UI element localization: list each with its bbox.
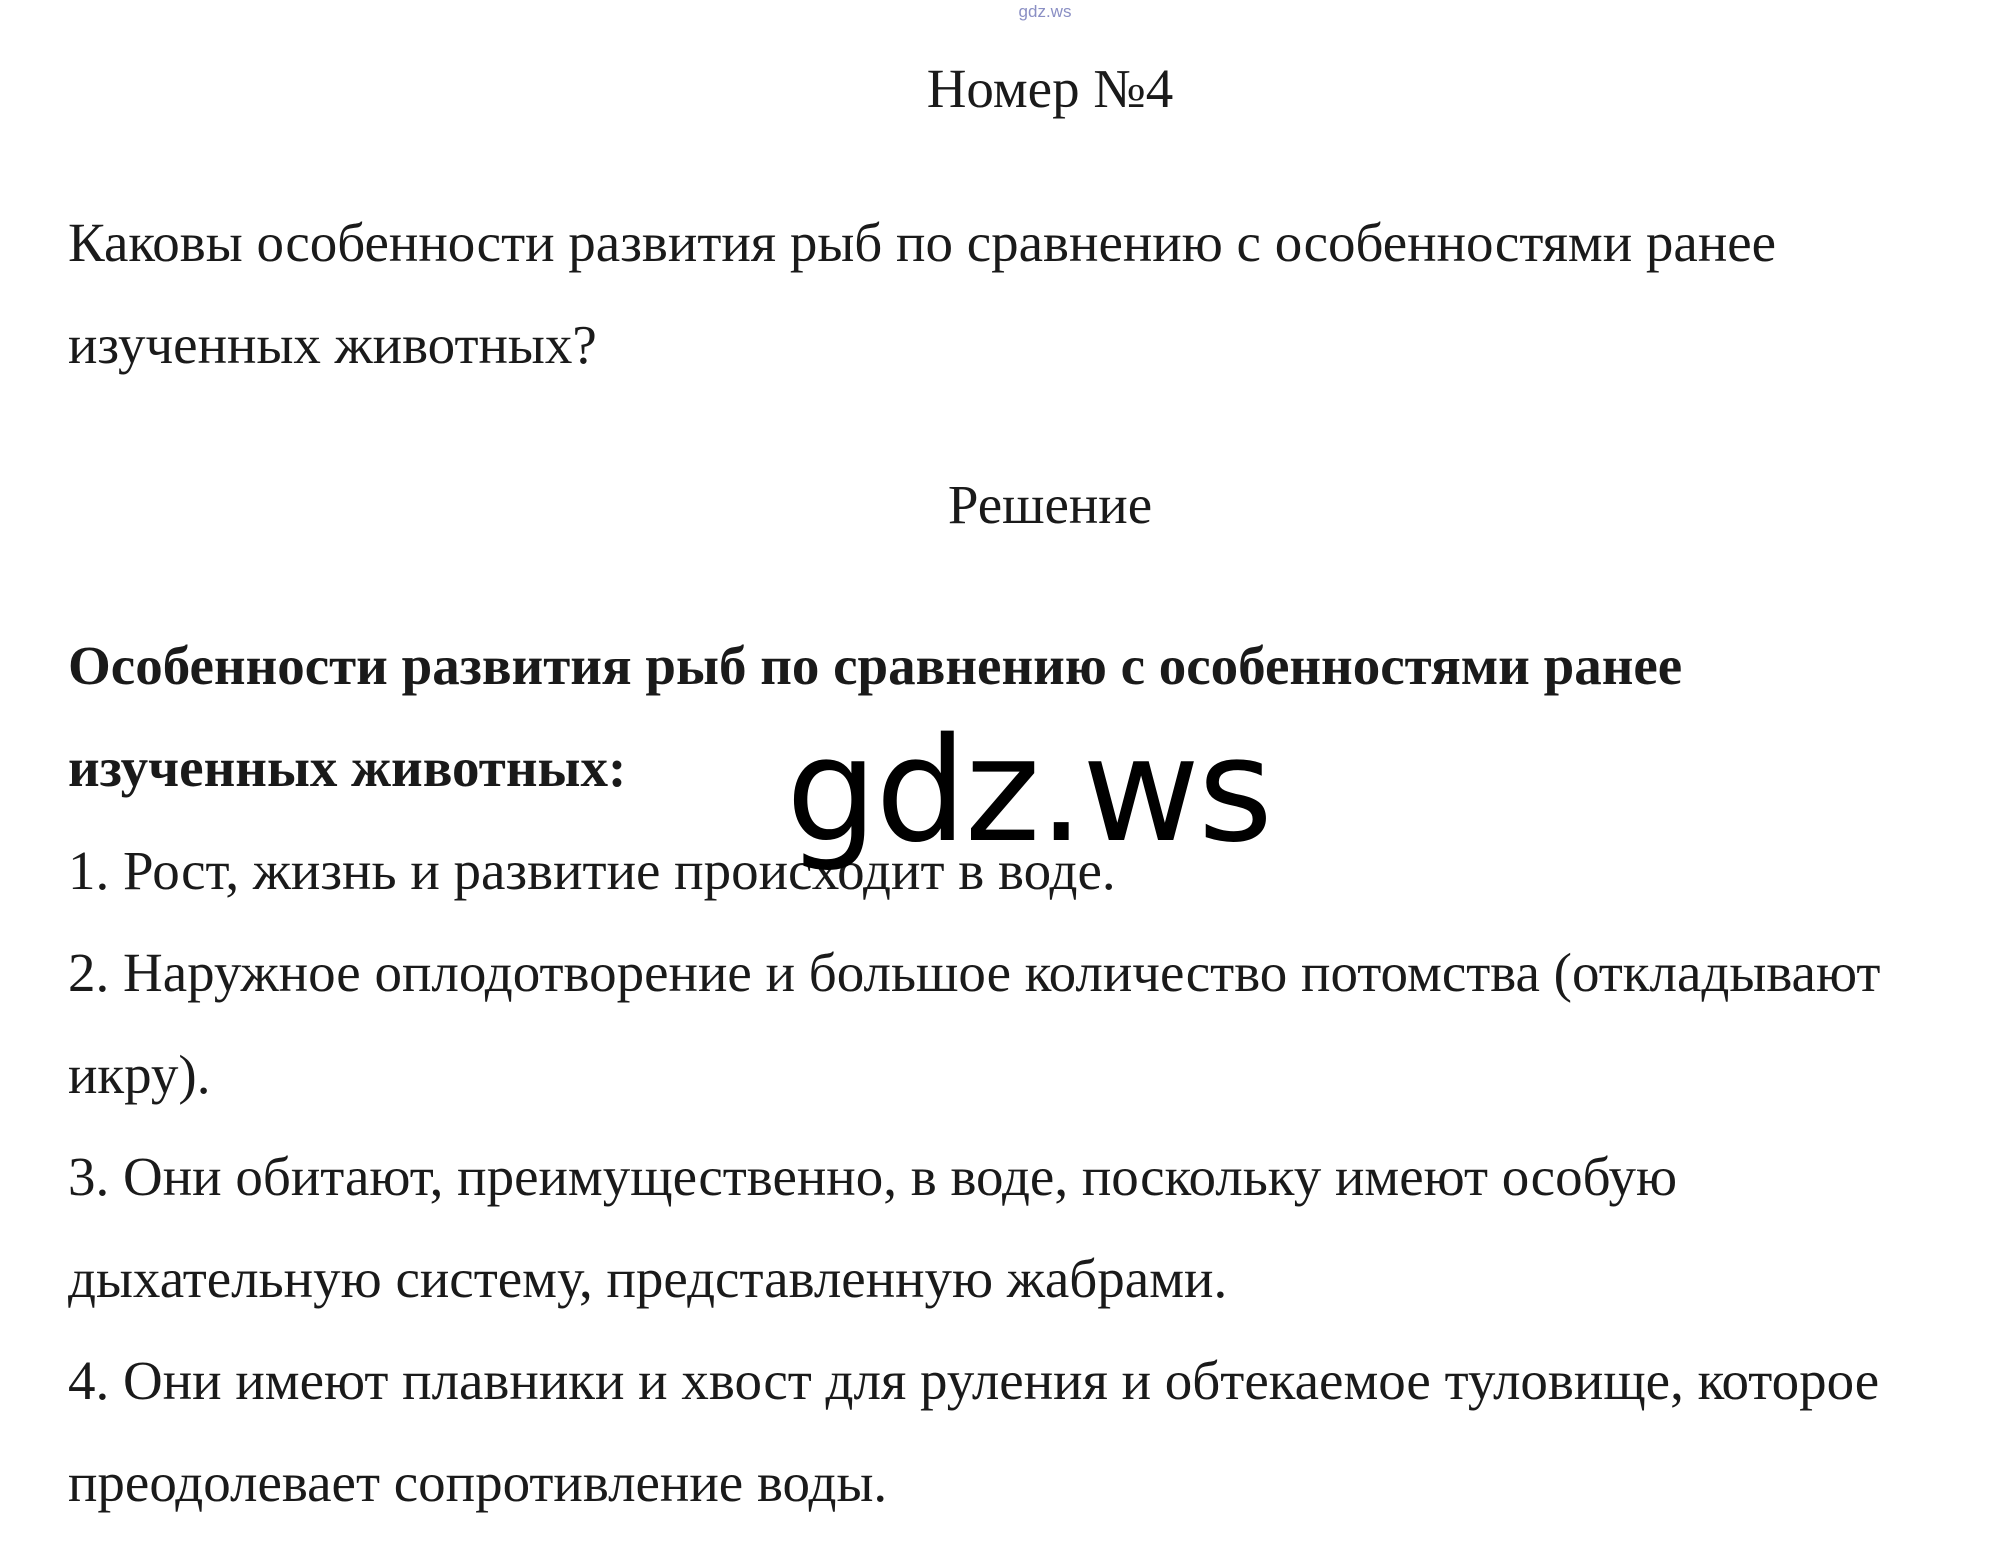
answer-list xyxy=(68,820,1958,1534)
center-watermark: gdz.ws xyxy=(786,706,1271,874)
answer-item-2: 2. Наружное оплодотворение и большое количество потомства (откладывают икру). xyxy=(68,942,1881,1105)
answer-item-1: 1. Рост, жизнь и развитие происходит в воде. xyxy=(68,840,1116,901)
solution-heading: Решение xyxy=(947,474,1153,535)
task-number-title: Номер №4 xyxy=(926,58,1174,119)
answer-intro: Особенности развития рыб по сравнению с особенностями ранее изученных животных: xyxy=(68,635,1683,798)
task-question: Каковы особенности развития рыб по сравнению с особенностями ранее изученных животных? xyxy=(68,212,1777,375)
answer-item-3: 3. Они обитают, преимущественно, в воде, поскольку имеют особую дыхательную систему, представленную жабрами. xyxy=(68,1146,1678,1309)
answer-item-4: 4. Они имеют плавники и хвост для руления и обтекаемое туловище, которое преодолевает сопротивление воды. xyxy=(68,1350,1880,1513)
top-watermark: gdz.ws xyxy=(1018,2,1072,21)
